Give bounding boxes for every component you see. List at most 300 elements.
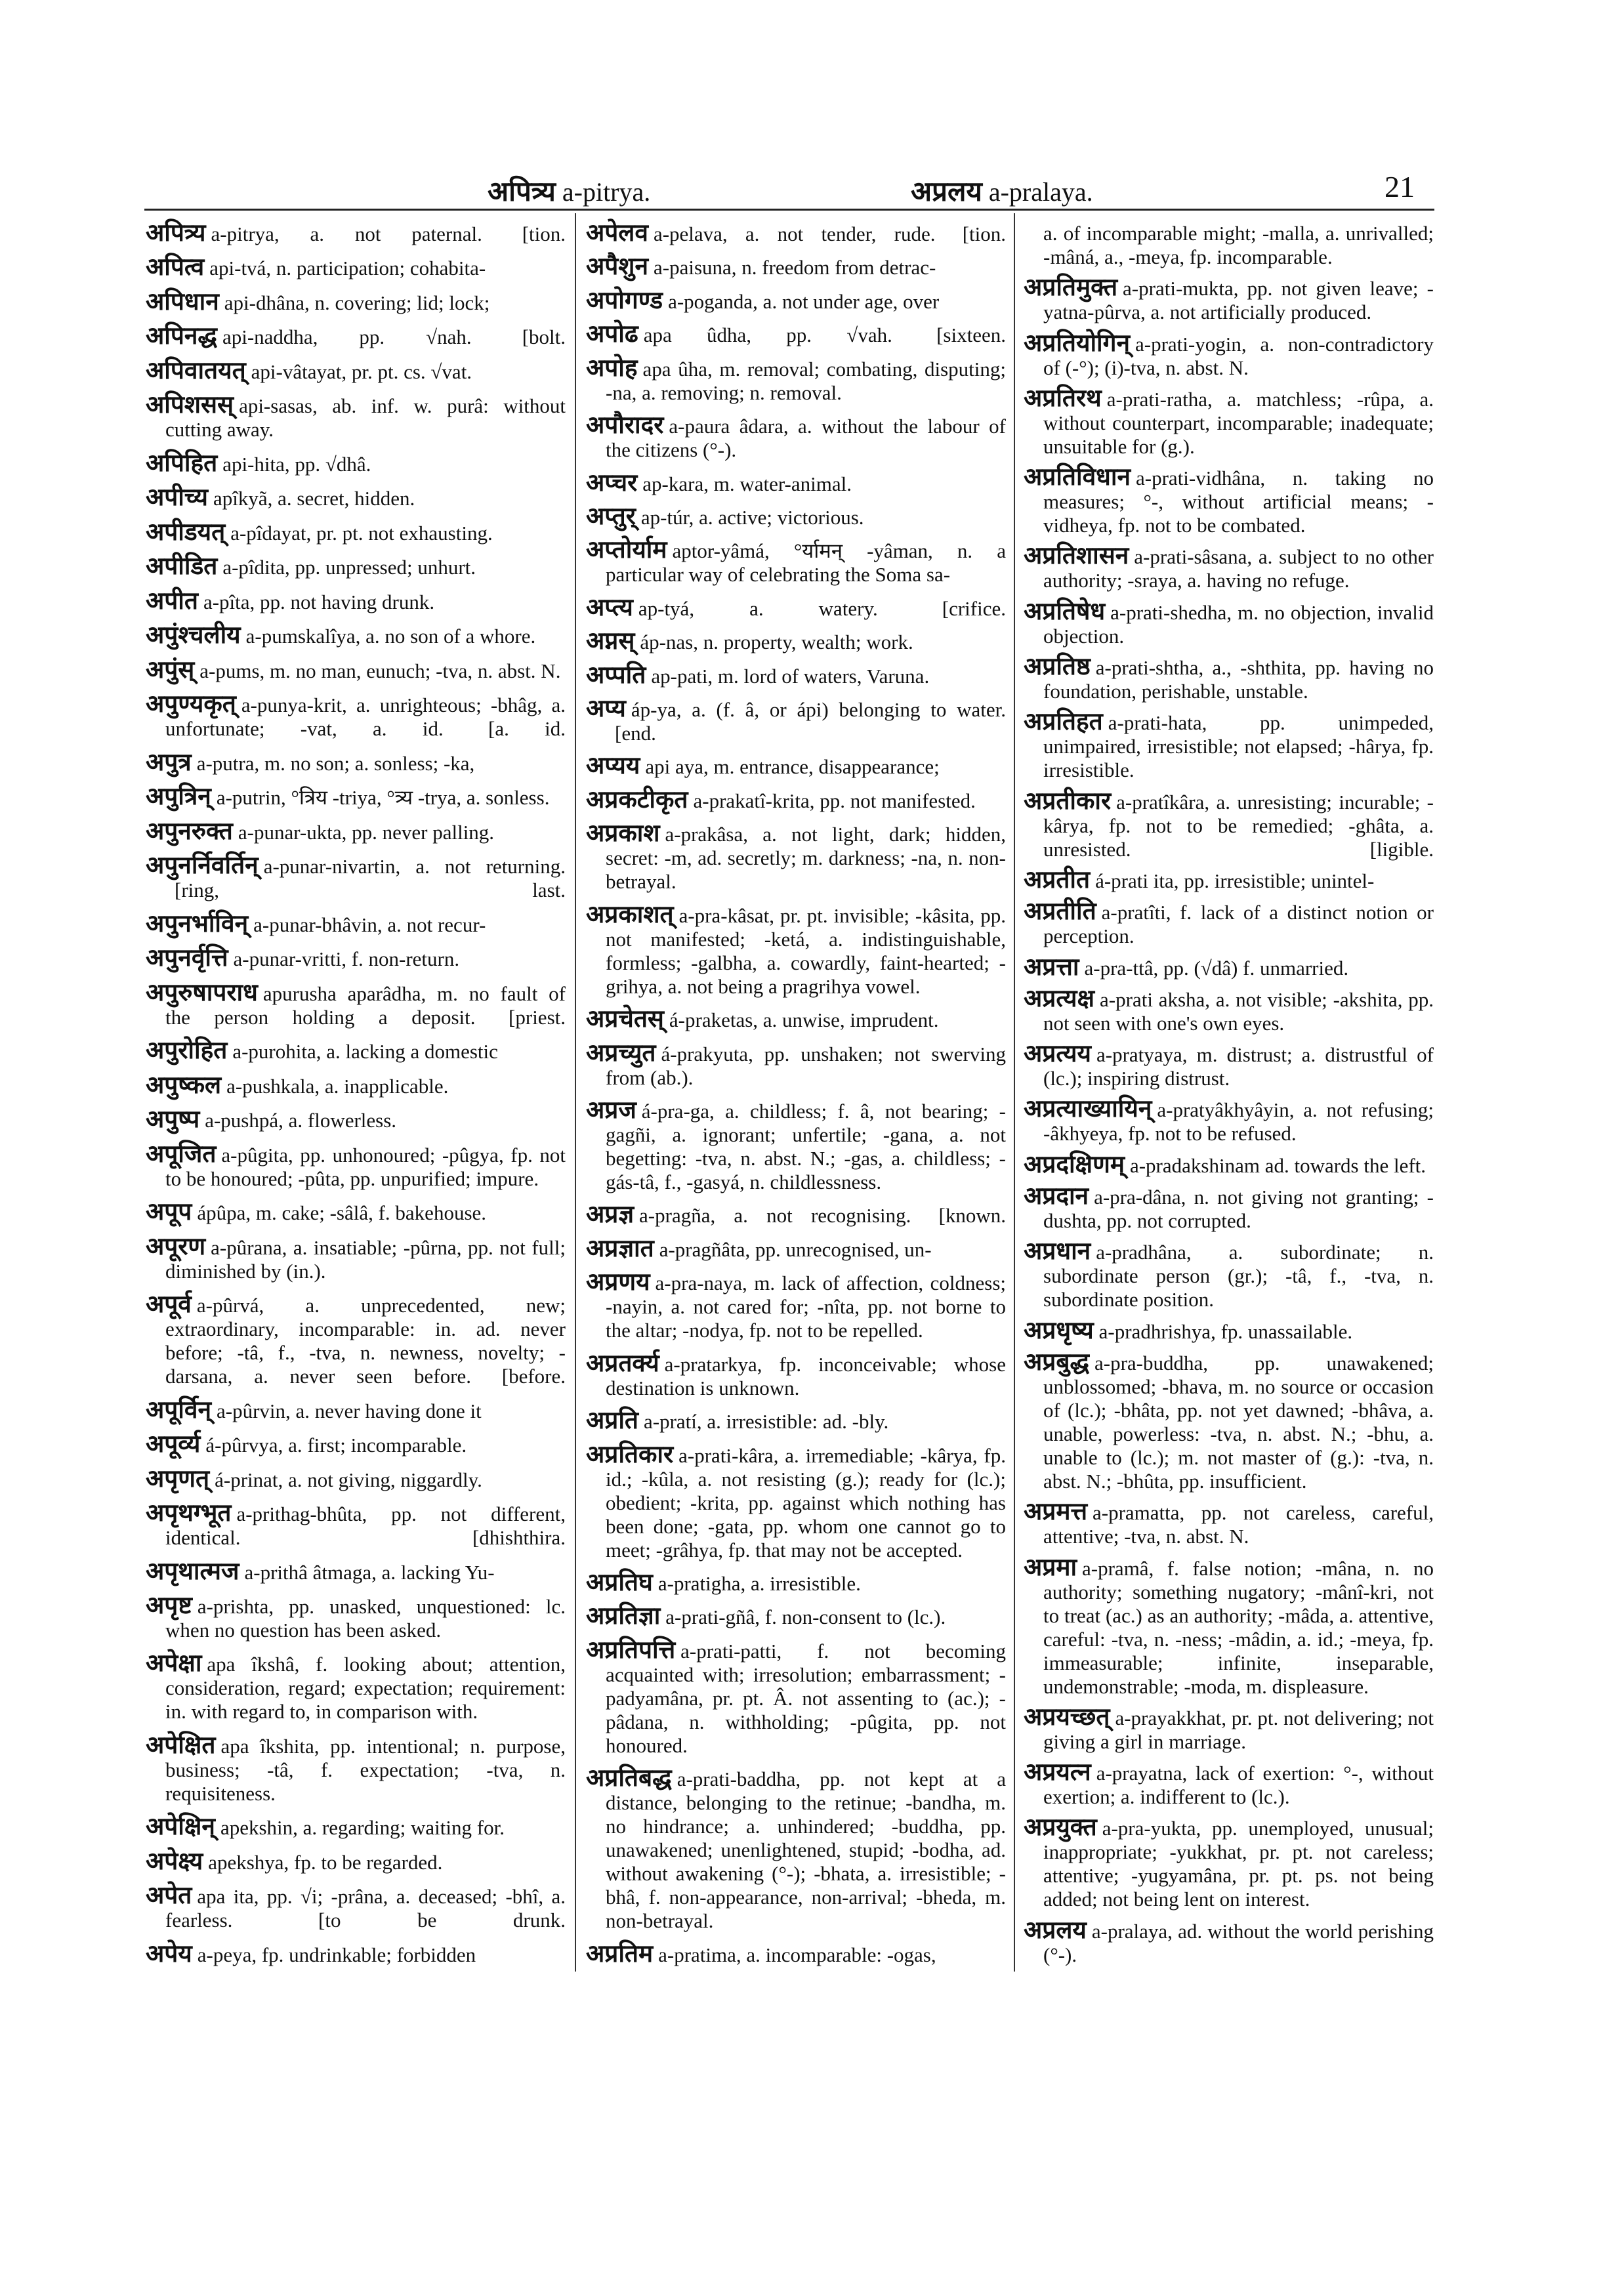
entry-headword: अप्रतिज्ञा (586, 1603, 661, 1630)
dictionary-entry (586, 755, 1006, 779)
entry-definition: ap-kara, m. water-animal. (642, 472, 852, 495)
entry-definition: á-prakyuta, pp. unshaken; not swerving from (ab.). (606, 1042, 1006, 1089)
dictionary-entry (586, 1443, 1006, 1562)
entry-headword: अप्रचेतस् (586, 1006, 664, 1033)
entry-headword: अप्रकाश (586, 820, 660, 848)
dictionary-entry (146, 1940, 566, 1968)
entry-headword: अप्रतिकार (586, 1441, 674, 1468)
dictionary-entry (146, 1731, 566, 1806)
dictionary-entry (586, 1605, 1006, 1629)
dictionary-entry (586, 255, 1006, 279)
entry-definition: a-prati-kâra, a. irremediable; -kârya, fp. id.; -kûla, a. not resisting (g.); ready for (lc.); obedient; -krita, pp. against which nothing has been done; -gata, pp. whom one cannot go to meet; -grâhya, fp. that may not be accepted. (606, 1443, 1006, 1561)
dictionary-entry (146, 325, 566, 349)
entry-definition: a-pramatta, pp. not careless, careful, attentive; -tva, n. abst. N. (1043, 1501, 1434, 1548)
entry-headword: अपिहित (146, 449, 218, 477)
dictionary-entry (586, 903, 1006, 999)
dictionary-column-2 (586, 222, 1006, 1967)
entry-definition: apa ûdha, pp. √vah. (643, 323, 892, 347)
entry-definition: a-prati-patti, f. not becoming acquainted with; irresolution; embarrassment; -padyamâna, pr. pt. Â. not assenting to (ac.); -pâdana, n. withholding; -pûgita, pp. not honoured. (606, 1639, 1006, 1757)
entry-headword: अप्रत्यय (1024, 1041, 1091, 1068)
entry-headword: अप्रबुद्ध (1024, 1348, 1090, 1376)
entry-definition: a-prayatna, lack of exertion: °-, without exertion; a. indifferent to (lc.). (1043, 1762, 1434, 1809)
entry-definition: api-hita, pp. √dhâ. (222, 452, 371, 476)
entry-headword: अप्रदान (1024, 1183, 1089, 1210)
entry-definition: a-prishta, pp. unasked, unquestioned: lc. when no question has been asked. (165, 1594, 566, 1642)
entry-headword: अप्रज (586, 1097, 636, 1125)
dictionary-entry (586, 1039, 1006, 1090)
dictionary-entry (586, 289, 1006, 314)
dictionary-entry (146, 1140, 566, 1191)
entry-definition: a-pîdita, pp. unpressed; unhurt. (222, 556, 476, 579)
dictionary-entry (1024, 1703, 1434, 1754)
entry-headword: अप्रति (586, 1407, 638, 1435)
entry-definition: a-pitrya, a. not paternal. (211, 222, 482, 245)
entry-definition: a-prati-gñâ, f. non-consent to (lc.). (665, 1605, 946, 1629)
entry-headword: अपौरादर (586, 412, 664, 440)
entry-definition: a-pragñâta, pp. unrecognised, un- (659, 1237, 932, 1261)
column-divider (575, 213, 576, 1972)
entry-headword: अपेक्षित (146, 1731, 216, 1759)
entry-headword: अपिधान (146, 288, 219, 316)
dictionary-entry (146, 1850, 566, 1874)
dictionary-entry (586, 1099, 1006, 1194)
dictionary-entry (146, 1560, 566, 1584)
entry-headword: अप्यय (586, 753, 640, 780)
entry-definition: a-pra-ttâ, pp. (√dâ) f. unmarried. (1084, 956, 1349, 980)
entry-definition: a-putrin, °त्रिय -triya, °त्र्य -trya, a. sonless. (216, 786, 550, 810)
entry-definition: a-prithâ âtmaga, a. lacking Yu- (244, 1560, 495, 1584)
dictionary-entry (146, 785, 566, 810)
dictionary-entry (146, 288, 566, 316)
dictionary-entry (1024, 1185, 1434, 1233)
entry-definition: á-pra-ga, a. childless; f. â, not bearing; -gagñi, a. ignorant; unfertile; -gana, a. not begetting: -tva, n. abst. N.; -gas, a. childless; -gás-tâ, f., -gasyá, n. childlessness. (606, 1100, 1006, 1194)
page-number: 21 (1385, 170, 1415, 203)
dictionary-entry (586, 505, 1006, 529)
dictionary-entry (146, 1652, 566, 1724)
runover-text: [priest. (509, 1005, 566, 1029)
entry-headword: अप्रमा (1024, 1554, 1077, 1581)
entry-definition: a-pushkala, a. inapplicable. (226, 1074, 449, 1098)
entry-definition: á-praketas, a. unwise, imprudent. (669, 1008, 939, 1032)
dictionary-entry (146, 1433, 566, 1457)
entry-headword: अप्रत्यक्ष (1024, 985, 1095, 1012)
dictionary-entry (1024, 1098, 1434, 1146)
entry-definition: api-naddha, pp. √nah. (222, 325, 472, 349)
entry-definition: apa îkshita, pp. intentional; n. purpose, business; -tâ, f. expectation; -tva, n. requisiteness. (165, 1734, 566, 1805)
entry-definition: a-prati aksha, a. not visible; -akshita, pp. not seen with one's own eyes. (1043, 987, 1434, 1035)
dictionary-entry (1024, 329, 1434, 380)
entry-definition: a-pratîkâra, a. unresisting; incurable; -kârya, fp. not to be remedied; -ghâta, a. unresisted. (1043, 790, 1434, 861)
dictionary-entry (1024, 1348, 1434, 1493)
entry-headword: अपिवातयत् (146, 357, 246, 384)
dictionary-entry (146, 854, 566, 902)
entry-definition: a-prati-hata, pp. unimpeded, unimpaired, irresistible; not elapsed; -hârya, fp. irresistible. (1043, 711, 1434, 782)
entry-definition: a-prati-shedha, m. no objection, invalid objection. (1043, 600, 1434, 648)
dictionary-column-3 (1024, 222, 1434, 1967)
dictionary-entry (586, 786, 1006, 814)
dictionary-entry (586, 1940, 1006, 1968)
entry-headword: अप्रयुक्त (1024, 1814, 1097, 1842)
entry-headword: अप्रदक्षिणम् (1024, 1151, 1125, 1178)
dictionary-entry (146, 1594, 566, 1642)
entry-definition: a-prayakkhat, pr. pt. not delivering; not giving a girl in marriage. (1043, 1706, 1434, 1753)
entry-headword: अपुंस् (146, 656, 195, 684)
dictionary-entry (1024, 900, 1434, 948)
dictionary-column-1 (146, 222, 566, 1967)
entry-headword: अप्रतिबद्ध (586, 1765, 672, 1792)
dictionary-entry (146, 1465, 566, 1493)
entry-definition: a-prati-ratha, a. matchless; -rûpa, a. without counterpart, incomparable; inadequate; unsuitable for (g.). (1043, 387, 1434, 458)
entry-headword: अपेय (146, 1940, 192, 1968)
entry-headword: अपृथग्भूत (146, 1500, 232, 1527)
dictionary-entry (586, 414, 1006, 462)
dictionary-entry (586, 1352, 1006, 1400)
entry-headword: अप्रतीकार (1024, 787, 1112, 815)
entry-definition: a-prakâsa, a. not light, dark; hidden, secret: -m, ad. secretly; m. darkness; -na, n. non-betrayal. (606, 823, 1006, 894)
entry-headword: अपीत (146, 587, 198, 615)
entry-headword: अप्रतिशासन (1024, 543, 1129, 570)
dictionary-entry (146, 587, 566, 615)
column-divider (1014, 213, 1015, 1972)
runover-text: [crifice. (942, 596, 1007, 620)
entry-definition: a-pums, m. no man, eunuch; -tva, n. abst. N. (199, 659, 561, 682)
entry-definition: api-tvá, n. participation; cohabita- (209, 257, 486, 280)
runover-text: [tion. (962, 222, 1006, 245)
entry-headword: अपोढ (586, 321, 638, 348)
entry-headword: अप्रलय (1024, 1916, 1087, 1944)
entry-headword: अप्रतिहत (1024, 709, 1103, 736)
entry-definition: a-paisuna, n. freedom from detrac- (653, 256, 936, 279)
entry-headword: अपूप (146, 1199, 192, 1226)
entry-definition: a-pratyaya, m. distrust; a. distrustful of (lc.); inspiring distrust. (1043, 1043, 1434, 1090)
dictionary-entry (1024, 1240, 1434, 1312)
entry-definition: a. of incomparable might; -malla, a. unrivalled; -mâná, a., -meya, fp. incomparable. (1043, 222, 1434, 268)
entry-definition: a-purohita, a. lacking a domestic (232, 1040, 498, 1064)
entry-definition: a-prati-shtha, a., -shthita, pp. having no foundation, perishable, unstable. (1043, 656, 1434, 703)
entry-definition: a-prithag-bhûta, pp. not different, identical. (165, 1502, 566, 1550)
entry-definition: a-pûrana, a. insatiable; -pûrna, pp. not full; diminished by (in.). (165, 1235, 566, 1283)
dictionary-entry (1024, 1153, 1434, 1178)
runover-text: [tion. (522, 222, 566, 245)
dictionary-entry (1024, 1916, 1434, 1967)
dictionary-entry (146, 394, 566, 442)
entry-definition: a-pîta, pp. not having drunk. (203, 590, 435, 613)
dictionary-entry (1024, 466, 1434, 537)
entry-headword: अप्रतीति (1024, 898, 1096, 926)
runover-text: [dhishthira. (472, 1526, 566, 1550)
dictionary-entry (146, 751, 566, 775)
dictionary-entry (1024, 384, 1434, 459)
dictionary-entry (1024, 655, 1434, 703)
entry-definition: ap-túr, a. active; victorious. (640, 505, 864, 529)
entry-headword: अपैशुन (586, 253, 648, 281)
entry-definition: a-punar-nivartin, a. not returning. (263, 855, 566, 879)
entry-definition: á-pûrvya, a. first; incomparable. (205, 1434, 467, 1457)
dictionary-entry (586, 1571, 1006, 1596)
entry-headword: अप्रज्ञात (586, 1235, 654, 1262)
entry-headword: अप्तोर्याम (586, 537, 667, 564)
dictionary-entry (146, 693, 566, 741)
entry-headword: अप्रज्ञ (586, 1201, 635, 1229)
dictionary-entry (586, 630, 1006, 654)
entry-definition: a-poganda, a. not under age, over (668, 289, 940, 313)
entry-headword: अपूर्व (146, 1291, 192, 1319)
entry-headword: अपुनर्निवर्तिन् (146, 852, 259, 880)
dictionary-entry (146, 1293, 566, 1388)
entry-headword: अप्य (586, 695, 626, 723)
dictionary-entry (586, 1409, 1006, 1434)
entry-definition: a-punya-krit, a. unrighteous; -bhâg, a. unfortunate; -vat, a. id. (165, 693, 566, 741)
entry-definition: api-sasas, ab. inf. w. purâ: without cutting away. (165, 394, 566, 442)
entry-headword: अपूर्व्य (146, 1431, 201, 1458)
dictionary-entry (146, 1235, 566, 1283)
dictionary-entry (586, 1271, 1006, 1342)
entry-definition: a-pratima, a. incomparable: -ogas, (658, 1943, 936, 1966)
entry-headword: अप्रतियोगिन् (1024, 329, 1130, 357)
dictionary-entry (1024, 545, 1434, 592)
dictionary-entry (146, 947, 566, 971)
dictionary-entry (146, 1396, 566, 1424)
entry-definition: a-pushpá, a. flowerless. (205, 1109, 397, 1132)
runover-text: [to be drunk. (318, 1909, 566, 1932)
entry-definition: a-punar-vritti, f. non-return. (233, 947, 460, 971)
entry-headword: अप्रतिमुक्त (1024, 274, 1118, 302)
entry-headword: अपुत्रिन् (146, 783, 211, 811)
entry-headword: अपृष्ट (146, 1592, 192, 1619)
entry-definition: á-prinat, a. not giving, niggardly. (215, 1468, 482, 1491)
dictionary-entry (146, 555, 566, 579)
entry-definition: apa ita, pp. √i; -prâna, a. deceased; -bhî, a. fearless. (165, 1885, 566, 1932)
dictionary-entry (1024, 276, 1434, 324)
dictionary-entry (586, 1008, 1006, 1032)
entry-definition: a-prati-vidhâna, n. taking no measures; °-, without artificial means; -vidheya, fp. not to be combated. (1043, 466, 1434, 537)
runover-text: [sixteen. (936, 323, 1006, 347)
entry-headword: अपृथात्मज (146, 1558, 239, 1585)
dictionary-entry (586, 222, 1006, 246)
entry-definition: a-pûgita, pp. unhonoured; -pûgya, fp. not to be honoured; -pûta, pp. unpurified; impure. (165, 1143, 566, 1190)
entry-headword: अप्रतिष्ठ (1024, 653, 1091, 681)
entry-definition: a-pramâ, f. false notion; -mâna, n. no authority; something nugatory; -mânî-kri, not to treat (ac.) as an authority; -mâda, a. attentive, careful: -tva, n. -ness; -mâdin, a. id.; -meya, fp. immeasurable; infinite, inseparable, undemonstrable; -moda, m. displeasure. (1043, 1556, 1434, 1698)
entry-headword: अप्रतीत (1024, 866, 1091, 894)
entry-headword: अपुनर्भाविन् (146, 910, 249, 938)
dictionary-entry (146, 449, 566, 477)
entry-definition: a-pûrvin, a. never having done it (216, 1399, 482, 1422)
entry-headword: अपित्र्य (146, 220, 206, 247)
entry-definition: ap-pati, m. lord of waters, Varuna. (651, 664, 930, 688)
entry-definition: a-paura âdara, a. without the labour of the citizens (°-). (606, 415, 1006, 462)
dictionary-entry (586, 469, 1006, 497)
entry-definition: apîkyã, a. secret, hidden. (213, 487, 415, 510)
entry-headword: अपेक्षा (146, 1650, 202, 1678)
dictionary-entry (146, 1201, 566, 1225)
dictionary-entry (146, 910, 566, 938)
header-rule (144, 209, 1434, 211)
entry-headword: अपुनर्वृत्ति (146, 945, 228, 972)
dictionary-entry (1024, 1043, 1434, 1090)
dictionary-entry (1024, 600, 1434, 648)
entry-headword: अप्रकटीकृत (586, 786, 688, 814)
entry-headword: अपेत (146, 1882, 192, 1910)
dictionary-entry (146, 357, 566, 384)
entry-headword: अपूरण (146, 1233, 206, 1260)
entry-headword: अपेलव (586, 220, 648, 247)
entry-definition: áp-nas, n. property, wealth; work. (640, 631, 913, 654)
entry-headword: अप्रतिपत्ति (586, 1636, 676, 1664)
entry-definition: á-prati ita, pp. irresistible; unintel- (1095, 869, 1375, 892)
entry-definition: a-pratyâkhyâyin, a. not refusing; -âkhyeya, fp. not to be refused. (1043, 1098, 1434, 1146)
runover-text: [a. id. (488, 717, 566, 741)
entry-headword: अपुंश्चलीय (146, 622, 241, 650)
entry-headword: अप्पति (586, 661, 646, 689)
entry-headword: अप्रमत्त (1024, 1499, 1088, 1526)
entry-headword: अपीच्य (146, 484, 208, 512)
running-head-right (911, 172, 1093, 209)
dictionary-entry (586, 1203, 1006, 1228)
entry-headword: अपूजित (146, 1140, 217, 1168)
entry-definition: apa îkshâ, f. looking about; attention, consideration, regard; expectation; requirement: in. with regard to, in comparison with. (165, 1653, 566, 1724)
dictionary-entry (1024, 866, 1434, 894)
running-head-left-headword: अपित्र्य (488, 177, 556, 207)
entry-definition: ap-tyá, a. watery. (638, 596, 878, 620)
entry-definition: a-punar-ukta, pp. never palling. (238, 820, 495, 844)
dictionary-entry (146, 1502, 566, 1550)
dictionary-entry (1024, 1319, 1434, 1344)
entry-headword: अपित्व (146, 254, 205, 281)
dictionary-entry (146, 1071, 566, 1099)
entry-headword: अप्रच्युत (586, 1039, 656, 1067)
entry-definition: apekshya, fp. to be regarded. (208, 1850, 443, 1874)
entry-headword: अपिशसस् (146, 392, 234, 419)
entry-headword: अप्रयत्न (1024, 1759, 1091, 1787)
entry-definition: a-pratarkya, fp. inconceivable; whose destination is unknown. (606, 1352, 1006, 1399)
entry-definition: ápûpa, m. cake; -sâlâ, f. bakehouse. (197, 1201, 487, 1225)
dictionary-entry (146, 979, 566, 1029)
runover-text: [bolt. (522, 325, 566, 349)
dictionary-entry (146, 817, 566, 845)
entry-definition: a-prati-baddha, pp. not kept at a distance, belonging to the retinue; -bandha, m. no hindrance; a. unhindered; -buddha, pp. unawakened; unenlightened, stupid; -bodha, ad. without awakening (°-); -bhata, a. irresistible; -bhâ, f. non-appearance, non-arrival; -bheda, m. non-betrayal. (606, 1768, 1006, 1933)
running-head-left (488, 172, 650, 209)
dictionary-entry (1024, 711, 1434, 782)
dictionary-entry (1024, 987, 1434, 1035)
entry-definition: api aya, m. entrance, disappearance; (645, 755, 940, 779)
entry-headword: अपीडयत् (146, 518, 226, 546)
entry-headword: अप्रतिघ (586, 1569, 653, 1596)
entry-headword: अप्नस् (586, 628, 635, 655)
dictionary-entry (586, 354, 1006, 405)
entry-headword: अपुत्र (146, 749, 192, 776)
dictionary-entry (1024, 953, 1434, 981)
entry-headword: अप्रयच्छत् (1024, 1703, 1110, 1731)
dictionary-entry (586, 596, 1006, 621)
dictionary-entry (586, 822, 1006, 894)
dictionary-entry (146, 1815, 566, 1840)
runover-text: [known. (938, 1204, 1006, 1228)
entry-headword: अपीडित (146, 553, 218, 581)
dictionary-entry (146, 1884, 566, 1932)
dictionary-entry (586, 1636, 1006, 1758)
entry-definition: a-pra-naya, m. lack of affection, coldness; -nayin, a. not cared for; -nîta, pp. not borne to the altar; -nodya, fp. not to be repelled. (606, 1272, 1006, 1342)
entry-definition: a-pradhâna, a. subordinate; n. subordinate person (gr.); -tâ, f., -tva, n. subordinate position. (1043, 1241, 1434, 1312)
entry-definition: api-vâtayat, pr. pt. cs. √vat. (251, 360, 472, 383)
running-head-left-transliteration: a-pitrya. (562, 177, 651, 207)
runover-text: [before. (501, 1365, 566, 1388)
dictionary-entry (146, 222, 566, 246)
entry-definition: a-pradakshinam ad. towards the left. (1129, 1153, 1426, 1177)
running-head-right-transliteration: a-pralaya. (988, 177, 1093, 207)
dictionary-entry (586, 323, 1006, 347)
entry-definition: api-dhâna, n. covering; lid; lock; (224, 291, 490, 314)
entry-definition: apekshin, a. regarding; waiting for. (220, 1816, 505, 1840)
dictionary-entry (586, 697, 1006, 745)
entry-definition: a-pûrvá, a. unprecedented, new; extraordinary, incomparable: in. ad. never before; -tâ, f., -tva, n. newness, novelty; -darsana, a. never seen before. (165, 1294, 566, 1388)
entry-headword: अपुरुषापराध (146, 979, 258, 1006)
entry-definition: a-pratí, a. irresistible: ad. -bly. (644, 1410, 889, 1434)
entry-headword: अप्रणय (586, 1269, 650, 1296)
entry-headword: अपेक्षिन् (146, 1813, 215, 1841)
entry-headword: अप्त्य (586, 594, 633, 621)
entry-headword: अप्रधान (1024, 1238, 1091, 1266)
entry-definition: a-pra-yukta, pp. unemployed, unusual; inappropriate; -yukkhat, pr. pt. not careless; attentive; -yugyamâna, pr. pt. ps. not being added; not being lent on interest. (1043, 1817, 1434, 1911)
entry-headword: अप्रतिम (586, 1940, 654, 1968)
entry-definition: áp-ya, a. (f. â, or ápi) belonging to water. (631, 698, 1006, 722)
entry-definition: a-prati-mukta, pp. not given leave; -yatna-pûrva, a. not artificially produced. (1043, 277, 1434, 324)
entry-definition: a-pragña, a. not recognising. (639, 1204, 911, 1228)
dictionary-entry (586, 1767, 1006, 1933)
entry-headword: अपुण्यकृत् (146, 691, 236, 718)
entry-definition: a-pradhrishya, fp. unassailable. (1098, 1319, 1353, 1343)
entry-headword: अप्रतिषेध (1024, 598, 1106, 625)
dictionary-entry (1024, 1761, 1434, 1809)
dictionary-entry (1024, 1500, 1434, 1548)
entry-definition: a-peya, fp. undrinkable; forbidden (197, 1943, 476, 1966)
entry-headword: अपूर्विन् (146, 1396, 211, 1424)
entry-headword: अप्चर (586, 469, 638, 497)
entry-headword: अप्रकाशत् (586, 901, 674, 928)
entry-headword: अप्रत्याख्यायिन् (1024, 1096, 1152, 1123)
dictionary-entry (146, 518, 566, 546)
entry-headword: अप्तुर् (586, 503, 636, 530)
dictionary-entry (146, 656, 566, 684)
entry-definition: a-pratigha, a. irresistible. (657, 1571, 861, 1595)
entry-definition: a-pra-kâsat, pr. pt. invisible; -kâsita, pp. not manifested; -ketá, a. indistinguishable, formless; -galbha, a. cowardly, faint-hearted; -grihya, a. not being a pragrihya vowel. (606, 903, 1006, 998)
dictionary-entry (1024, 787, 1434, 861)
entry-definition: a-prakatî-krita, pp. not manifested. (693, 789, 976, 812)
entry-headword: अपेक्ष्य (146, 1848, 203, 1875)
dictionary-entry (1024, 1816, 1434, 1911)
dictionary-entry (586, 539, 1006, 587)
entry-definition: a-pumskalîya, a. no son of a whore. (245, 625, 536, 648)
entry-headword: अप्रत्ता (1024, 953, 1079, 981)
dictionary-entry (146, 486, 566, 510)
entry-definition: a-pralaya, ad. without the world perishing (°-). (1043, 1919, 1434, 1966)
entry-headword: अपोगण्ड (586, 287, 663, 314)
entry-definition: a-pelava, a. not tender, rude. (653, 222, 936, 245)
entry-definition: a-punar-bhâvin, a. not recur- (253, 913, 486, 936)
entry-headword: अपोह (586, 354, 638, 382)
entry-definition: apa ûha, m. removal; combating, disputing; -na, a. removing; n. removal. (606, 357, 1006, 404)
runover-text: [end. (615, 722, 656, 745)
entry-definition: a-pra-buddha, pp. unawakened; unblossomed; -bhava, m. no source or occasion of (lc.); -bhâta, pp. not yet dawned; -bhâva, a. unable, powerless: -tva, n. abst. N.; -bhu, a. unable to (lc.); m. not master of (g.): -tva, n. abst. N.; -bhûta, pp. insufficient. (1043, 1351, 1434, 1493)
dictionary-entry (146, 1108, 566, 1132)
entry-headword: अपुष्कल (146, 1071, 222, 1099)
runover-text: [ligible. (1369, 837, 1434, 861)
runover-text: [ring, last. (175, 879, 566, 902)
entry-headword: अपुरोहित (146, 1037, 228, 1065)
entry-headword: अपिनद्ध (146, 323, 217, 350)
dictionary-entry (146, 1039, 566, 1064)
running-head-right-headword: अप्रलय (911, 177, 982, 207)
entry-headword: अपृणत् (146, 1465, 210, 1493)
